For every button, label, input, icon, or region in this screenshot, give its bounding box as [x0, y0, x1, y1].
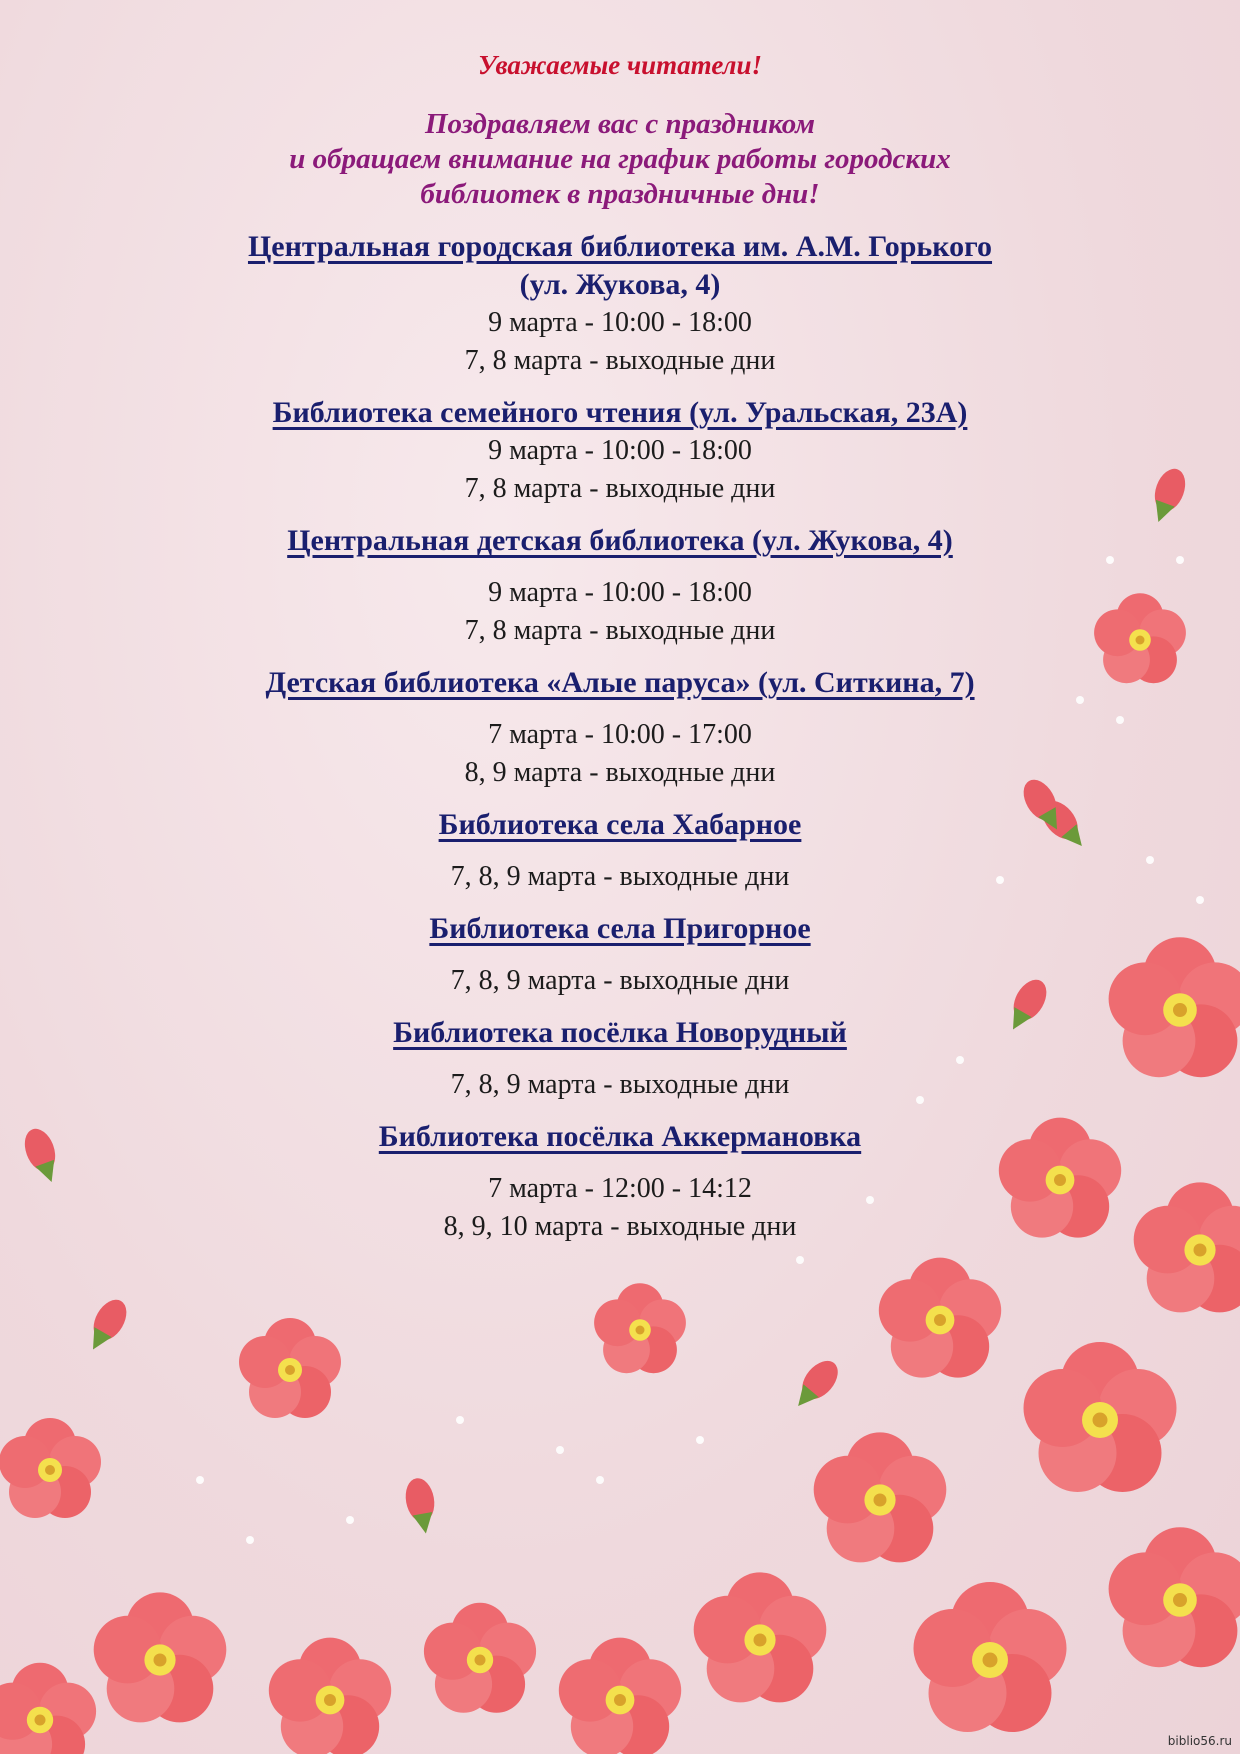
library-title: Библиотека семейного чтения (ул. Уральская, 23А)	[272, 396, 968, 429]
library-title: Библиотека посёлка Аккермановка	[378, 1120, 862, 1153]
intro-line: библиотек в праздничные дни!	[420, 178, 820, 210]
watermark: biblio56.ru	[1167, 1734, 1232, 1748]
schedule-line: 9 марта - 10:00 - 18:00	[488, 307, 752, 338]
library-block	[130, 228, 1110, 380]
library-title: Библиотека посёлка Новорудный	[393, 1016, 847, 1049]
schedule-line: 7, 8 марта - выходные дни	[464, 473, 776, 504]
schedule-line: 7 марта - 12:00 - 14:12	[488, 1173, 752, 1204]
library-title: Детская библиотека «Алые паруса» (ул. Ситкина, 7)	[265, 666, 975, 699]
intro-line: Поздравляем вас с праздником	[424, 108, 816, 140]
intro-text	[130, 107, 1110, 212]
schedule-line: 7, 8, 9 марта - выходные дни	[450, 965, 790, 996]
schedule-line: 9 марта - 10:00 - 18:00	[488, 435, 752, 466]
schedule-line: 7 марта - 10:00 - 17:00	[488, 719, 752, 750]
schedule-content	[130, 50, 1110, 1260]
library-block	[130, 1118, 1110, 1246]
library-title: Библиотека села Пригорное	[429, 912, 811, 945]
greeting: Уважаемые читатели!	[477, 50, 763, 80]
schedule-line: 8, 9, 10 марта - выходные дни	[443, 1211, 797, 1242]
library-block	[130, 806, 1110, 896]
intro-line: и обращаем внимание на график работы городских	[289, 143, 951, 175]
schedule-line: 7, 8, 9 марта - выходные дни	[450, 1069, 790, 1100]
library-title: Библиотека села Хабарное	[438, 808, 802, 841]
schedule-line: 8, 9 марта - выходные дни	[464, 757, 776, 788]
library-block	[130, 664, 1110, 792]
schedule-line: 7, 8, 9 марта - выходные дни	[450, 861, 790, 892]
schedule-line: 7, 8 марта - выходные дни	[464, 345, 776, 376]
library-address: (ул. Жукова, 4)	[519, 268, 721, 301]
library-block	[130, 394, 1110, 508]
schedule-line: 7, 8 марта - выходные дни	[464, 615, 776, 646]
library-title: Центральная городская библиотека им. А.М. Горького	[247, 230, 993, 263]
library-block	[130, 910, 1110, 1000]
schedule-line: 9 марта - 10:00 - 18:00	[488, 577, 752, 608]
library-block	[130, 522, 1110, 650]
library-block	[130, 1014, 1110, 1104]
library-title: Центральная детская библиотека (ул. Жукова, 4)	[287, 524, 953, 557]
